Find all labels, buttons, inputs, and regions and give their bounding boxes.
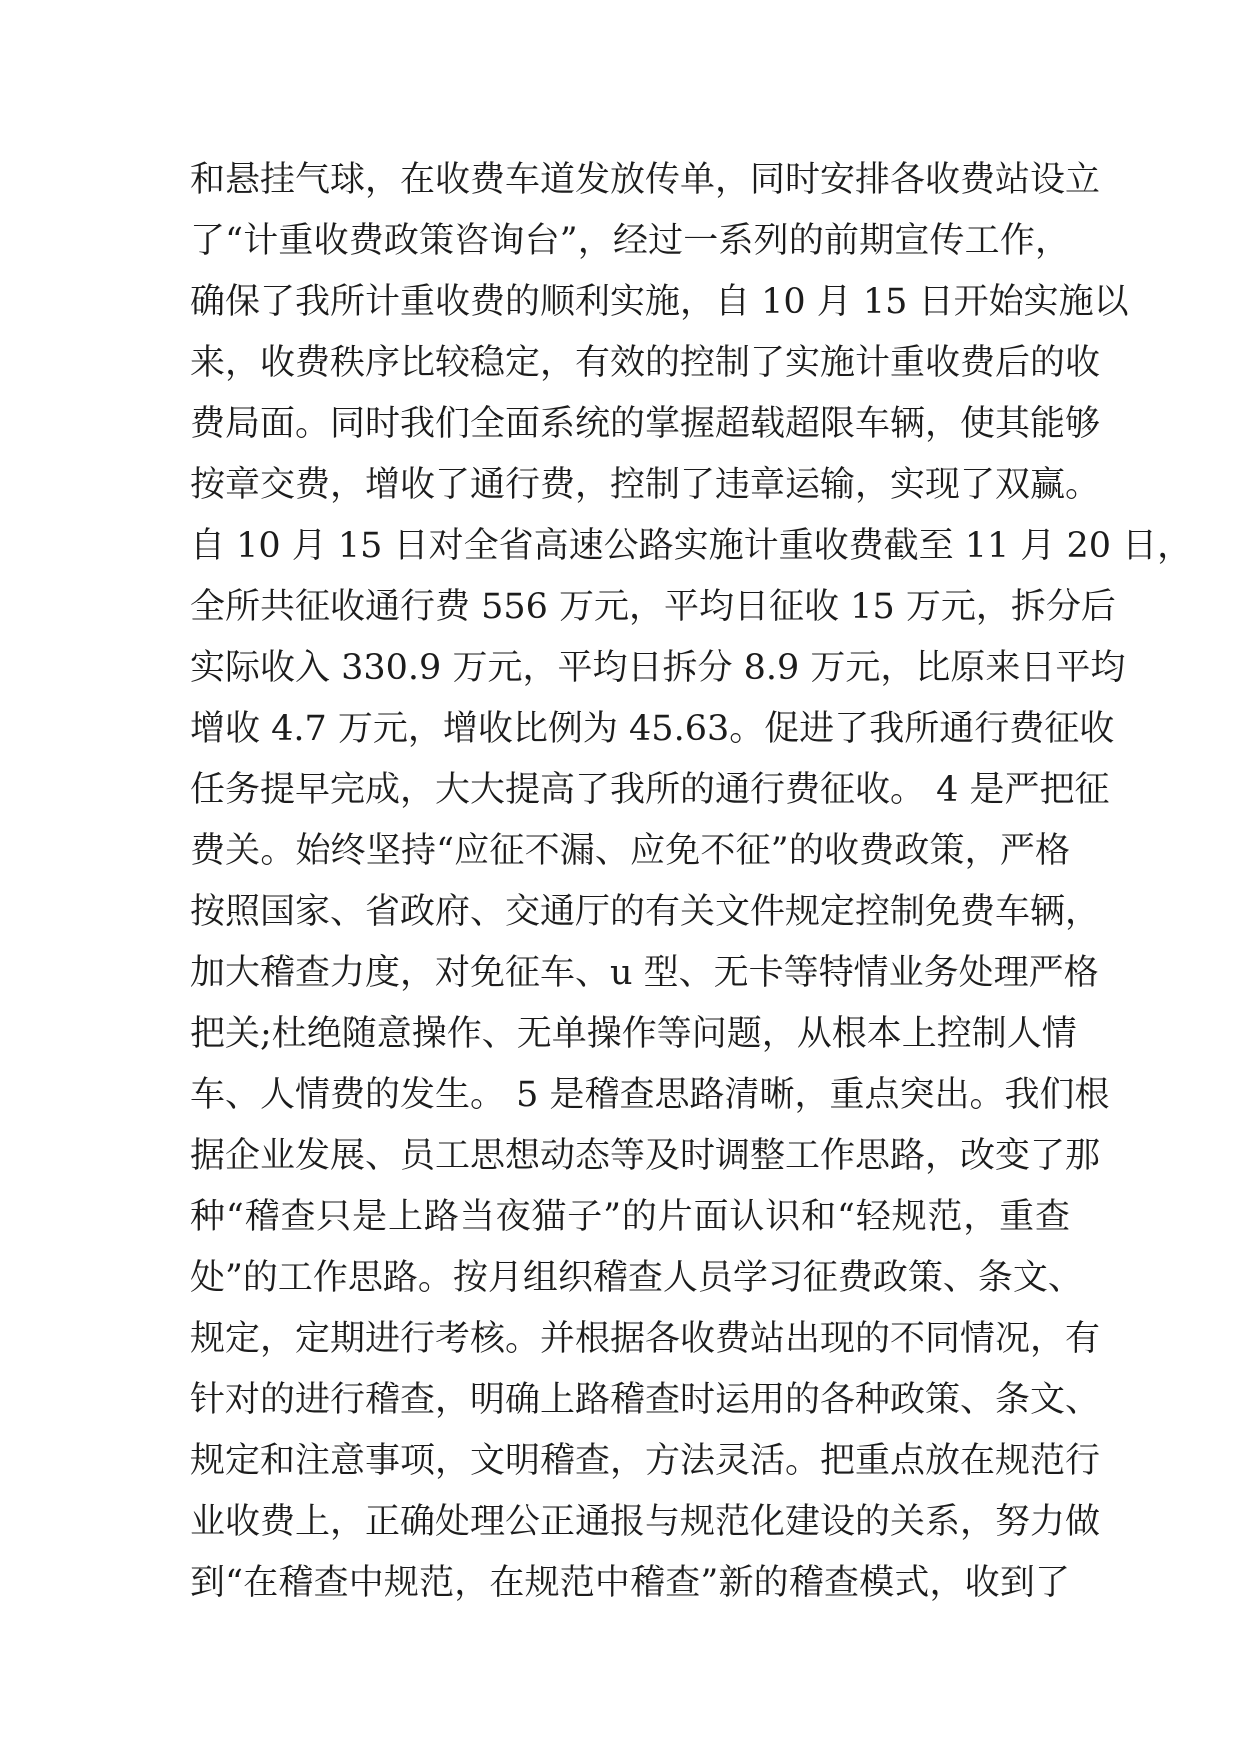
text-line: 把关;杜绝随意操作、无单操作等问题，从根本上控制人情 <box>190 1014 1077 1054</box>
text-line: 规定和注意事项，文明稽查，方法灵活。把重点放在规范行 <box>190 1441 1101 1481</box>
text-line: 车、人情费的发生。 5 是稽查思路清晰，重点突出。我们根 <box>190 1075 1110 1115</box>
text-line: 了“计重收费政策咨询台”，经过一系列的前期宣传工作， <box>190 221 1070 261</box>
text-line: 确保了我所计重收费的顺利实施，自 10 月 15 日开始实施以 <box>190 282 1129 322</box>
text-line: 来，收费秩序比较稳定，有效的控制了实施计重收费后的收 <box>190 343 1101 383</box>
text-line: 费关。始终坚持“应征不漏、应免不征”的收费政策，严格 <box>190 831 1070 871</box>
text-line: 规定，定期进行考核。并根据各收费站出现的不同情况，有 <box>190 1319 1101 1359</box>
text-line: 按照国家、省政府、交通厅的有关文件规定控制免费车辆， <box>190 892 1101 932</box>
text-line: 到“在稽查中规范，在规范中稽查”新的稽查模式，收到了 <box>190 1563 1070 1603</box>
text-line: 针对的进行稽查，明确上路稽查时运用的各种政策、条文、 <box>190 1380 1101 1420</box>
text-line: 自 10 月 15 日对全省高速公路实施计重收费截至 11 月 20 日， <box>190 526 1193 566</box>
text-line: 费局面。同时我们全面系统的掌握超载超限车辆，使其能够 <box>190 404 1101 444</box>
text-line: 种“稽查只是上路当夜猫子”的片面认识和“轻规范，重查 <box>190 1197 1070 1237</box>
text-line: 实际收入 330.9 万元，平均日拆分 8.9 万元，比原来日平均 <box>190 648 1126 688</box>
text-line: 据企业发展、员工思想动态等及时调整工作思路，改变了那 <box>190 1136 1101 1176</box>
text-line: 全所共征收通行费 556 万元，平均日征收 15 万元，拆分后 <box>190 587 1116 627</box>
text-line: 按章交费，增收了通行费，控制了违章运输，实现了双赢。 <box>190 465 1101 505</box>
text-line: 增收 4.7 万元，增收比例为 45.63。促进了我所通行费征收 <box>190 709 1115 749</box>
text-line: 处”的工作思路。按月组织稽查人员学习征费政策、条文、 <box>190 1258 1083 1298</box>
text-line: 任务提早完成，大大提高了我所的通行费征收。 4 是严把征 <box>190 770 1110 810</box>
text-line: 业收费上，正确处理公正通报与规范化建设的关系，努力做 <box>190 1502 1101 1542</box>
body-text <box>190 150 1193 1614</box>
text-line: 和悬挂气球，在收费车道发放传单，同时安排各收费站设立 <box>190 160 1101 200</box>
text-line: 加大稽查力度，对免征车、u 型、无卡等特情业务处理严格 <box>190 953 1099 993</box>
